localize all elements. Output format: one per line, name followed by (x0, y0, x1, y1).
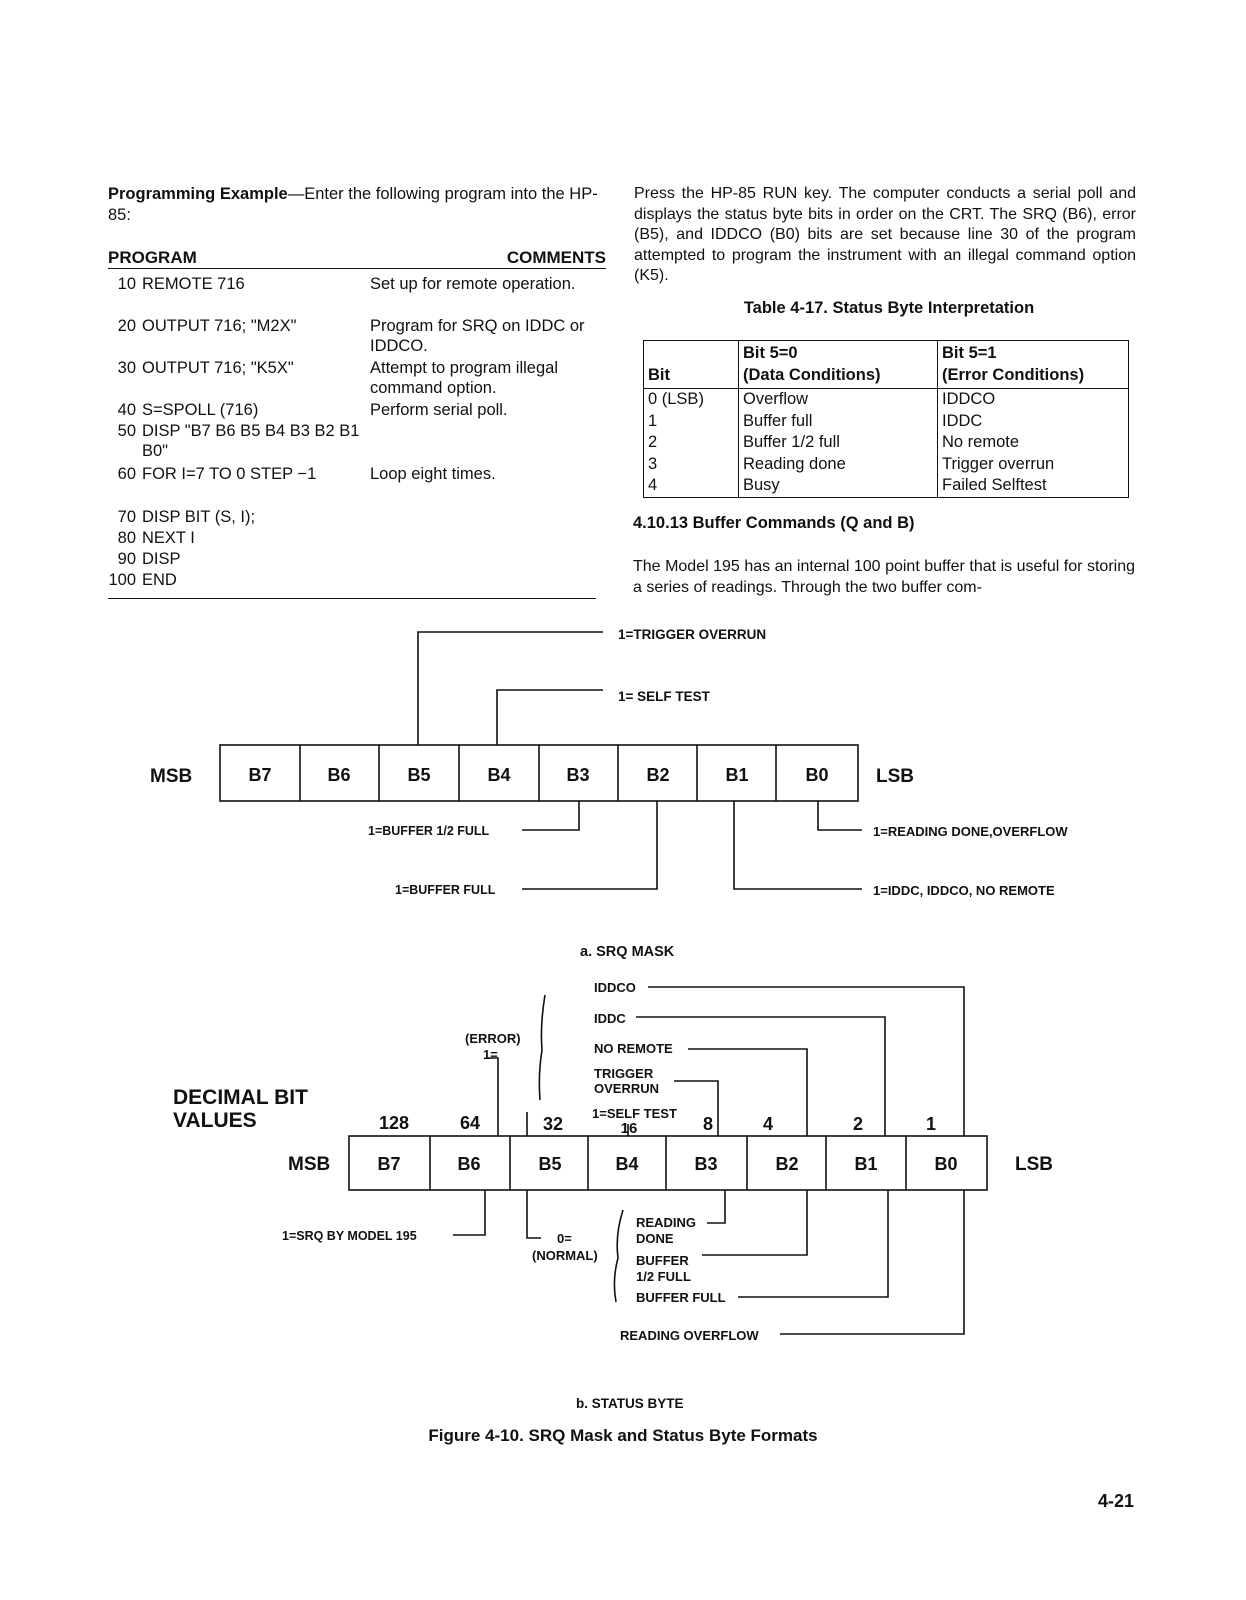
line-code: FOR I=7 TO 0 STEP −1 (142, 465, 317, 483)
section-paragraph: The Model 195 has an internal 100 point buffer that is useful for storing a series of readings. Through the two buffer com- (633, 558, 1135, 596)
line-code: S=SPOLL (716) (142, 401, 259, 419)
program-line (108, 507, 608, 527)
line-number: 40 (117, 401, 136, 419)
program-line (108, 358, 608, 398)
label-iddco: IDDCO (594, 980, 636, 995)
mask-label-reading: 1=READING DONE,OVERFLOW (873, 824, 1068, 839)
status-bit-b1: B1 (854, 1154, 878, 1174)
label-error: (ERROR) (465, 1031, 521, 1046)
mask-label-self-test: 1= SELF TEST (618, 689, 710, 704)
caption-a: a. SRQ MASK (580, 944, 675, 960)
line-number: 100 (108, 571, 136, 589)
program-header (108, 248, 606, 269)
line-number: 80 (117, 529, 136, 547)
table-cell: Failed Selftest (938, 475, 1129, 497)
program-line (108, 316, 608, 356)
table-cell: Overflow (739, 389, 938, 411)
table-cell: 4 (644, 475, 739, 497)
label-buffer-full: BUFFER FULL (636, 1290, 726, 1305)
status-byte-table (643, 340, 1129, 498)
label-self-test: 1=SELF TEST (592, 1106, 677, 1121)
header-data-label: (Data Conditions) (743, 365, 881, 384)
line-number: 50 (117, 422, 136, 440)
mask-bit-b0: B0 (805, 765, 829, 785)
program-column-title: PROGRAM (108, 248, 197, 267)
bit-value-4: 4 (762, 1114, 774, 1134)
label-no-remote: NO REMOTE (594, 1041, 673, 1056)
line-number: 60 (117, 465, 136, 483)
line-comment: Perform serial poll. (370, 401, 508, 419)
line-comment: Attempt to program illegal command option. (370, 359, 559, 397)
label-zero: 0= (557, 1231, 572, 1246)
mask-bit-b1: B1 (725, 765, 749, 785)
table-cell: 3 (644, 454, 739, 476)
bit-value-8: 8 (702, 1114, 714, 1134)
bit-value-128: 128 (378, 1113, 410, 1133)
line-number: 30 (117, 359, 136, 377)
header-error-label: (Error Conditions) (942, 365, 1085, 384)
line-number: 90 (117, 550, 136, 568)
status-bit-b5: B5 (538, 1154, 562, 1174)
table-row (644, 454, 1129, 476)
program-line (108, 421, 608, 461)
label-buffer: BUFFER (636, 1253, 689, 1268)
mask-bit-b5: B5 (407, 765, 431, 785)
label-overrun: OVERRUN (594, 1081, 660, 1096)
mask-label-trigger: 1=TRIGGER OVERRUN (618, 627, 767, 642)
decimal-bit-label-2: VALUES (173, 1109, 257, 1132)
table-cell: Trigger overrun (938, 454, 1129, 476)
table-row (644, 389, 1129, 411)
program-line (108, 464, 608, 484)
line-code: REMOTE 716 (142, 275, 245, 293)
caption-b: b. STATUS BYTE (576, 1396, 684, 1411)
header-error-conditions (938, 341, 1129, 389)
line-number: 20 (117, 317, 136, 335)
label-normal: (NORMAL) (532, 1248, 598, 1263)
table-cell: Busy (739, 475, 938, 497)
table-cell: No remote (938, 432, 1129, 454)
table-cell: 1 (644, 411, 739, 433)
table-row (644, 432, 1129, 454)
status-bit-b0: B0 (934, 1154, 958, 1174)
bit-value-64: 64 (459, 1113, 481, 1133)
table-cell: 2 (644, 432, 739, 454)
status-bit-b2: B2 (775, 1154, 799, 1174)
line-code: OUTPUT 716; "K5X" (142, 359, 294, 377)
label-iddc: IDDC (594, 1011, 626, 1026)
section-heading: 4.10.13 Buffer Commands (Q and B) (633, 514, 915, 532)
table-row (644, 475, 1129, 497)
label-error-equals: 1= (483, 1047, 498, 1062)
status-bit-b3: B3 (694, 1154, 718, 1174)
line-number: 10 (117, 275, 136, 293)
line-code: DISP (142, 550, 181, 568)
bit-value-32: 32 (542, 1114, 564, 1134)
status-bit-b4: B4 (615, 1154, 639, 1174)
mask-bit-b2: B2 (646, 765, 670, 785)
header-bit5-one: Bit 5=1 (942, 344, 997, 362)
run-paragraph: Press the HP-85 RUN key. The computer conducts a serial poll and displays the status byte bits in order on the CRT. The SRQ (B6), error (B5), and IDDCO (B0) bits are set because line 30 of the program attempted to program the instrument with an illegal command option (K5). (634, 185, 1136, 284)
table-cell: IDDCO (938, 389, 1129, 411)
table-cell: Reading done (739, 454, 938, 476)
comments-column-title: COMMENTS (506, 248, 606, 267)
label-srq: 1=SRQ BY MODEL 195 (282, 1229, 417, 1243)
table-title: Table 4-17. Status Byte Interpretation (743, 299, 1035, 317)
mask-label-half-full: 1=BUFFER 1/2 FULL (368, 824, 490, 838)
figure-caption: Figure 4-10. SRQ Mask and Status Byte Formats (428, 1426, 818, 1445)
line-code: NEXT I (142, 529, 195, 547)
bit-value-1: 1 (925, 1114, 937, 1134)
label-trigger: TRIGGER (594, 1066, 654, 1081)
line-code: END (142, 571, 177, 589)
header-bit5-zero: Bit 5=0 (743, 344, 798, 362)
bit-value-16: 16 (620, 1120, 638, 1137)
intro-paragraph (108, 184, 608, 226)
status-bit-b6: B6 (457, 1154, 481, 1174)
lsb-label-b: LSB (1015, 1154, 1053, 1175)
mask-bit-b4: B4 (487, 765, 511, 785)
table-cell: 0 (LSB) (644, 389, 739, 411)
table-cell: Buffer full (739, 411, 938, 433)
bit-value-2: 2 (852, 1114, 864, 1134)
label-half-full: 1/2 FULL (636, 1269, 691, 1284)
mask-bit-b7: B7 (248, 765, 272, 785)
table-cell: Buffer 1/2 full (739, 432, 938, 454)
table-header-row (644, 341, 1129, 389)
line-comment: Program for SRQ on IDDC or IDDCO. (370, 317, 585, 355)
mask-bit-b3: B3 (566, 765, 590, 785)
msb-label-a: MSB (150, 766, 193, 787)
line-comment: Set up for remote operation. (370, 275, 576, 293)
mask-label-iddc: 1=IDDC, IDDCO, NO REMOTE (873, 883, 1055, 898)
label-reading-overflow: READING OVERFLOW (620, 1328, 759, 1343)
header-bit: Bit (644, 341, 739, 389)
mask-bit-b6: B6 (327, 765, 351, 785)
decimal-bit-label-1: DECIMAL BIT (173, 1086, 308, 1109)
intro-text: —Enter the following program into the HP-85: (108, 185, 598, 224)
status-bit-b7: B7 (377, 1154, 401, 1174)
table-row (644, 411, 1129, 433)
program-bottom-rule (108, 598, 596, 599)
line-number: 70 (117, 508, 136, 526)
program-line (108, 570, 608, 590)
lsb-label-a: LSB (876, 766, 914, 787)
status-byte-register (349, 1136, 987, 1190)
label-done: DONE (636, 1231, 674, 1246)
msb-label-b: MSB (288, 1154, 331, 1175)
program-line (108, 274, 608, 294)
srq-figure (0, 600, 1246, 1440)
program-line (108, 400, 608, 420)
line-code: OUTPUT 716; "M2X" (142, 317, 297, 335)
table-cell: IDDC (938, 411, 1129, 433)
page-number: 4-21 (1098, 1491, 1135, 1511)
line-code: DISP "B7 B6 B5 B4 B3 B2 B1 B0" (142, 422, 360, 460)
line-comment: Loop eight times. (370, 465, 496, 483)
mask-label-full: 1=BUFFER FULL (395, 883, 496, 897)
line-code: DISP BIT (S, I); (142, 508, 256, 526)
label-reading: READING (636, 1215, 696, 1230)
intro-lead: Programming Example (108, 185, 288, 203)
program-line (108, 528, 608, 548)
program-line (108, 549, 608, 569)
header-data-conditions (739, 341, 938, 389)
